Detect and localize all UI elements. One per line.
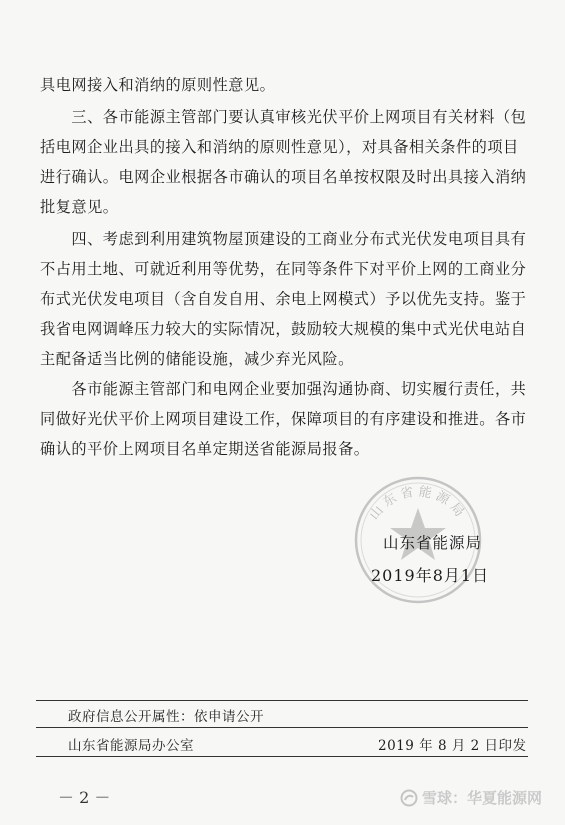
text-line: 进行确认。电网企业根据各市确认的项目名单按权限及时出具接入消纳 — [40, 168, 527, 186]
text-line: 括电网企业出具的接入和消纳的原则性意见），对具备相关条件的项目 — [40, 138, 519, 156]
issuing-office: 山东省能源局办公室 — [68, 738, 194, 754]
text-line: 同做好光伏平价上网项目建设工作，保障项目的有序建设和推进。各市 — [40, 410, 527, 428]
text-line: 三、各市能源主管部门要认真审核光伏平价上网项目有关材料（包 — [40, 108, 527, 126]
text-line: 各市能源主管部门和电网企业要加强沟通协商、切实履行责任，共 — [40, 380, 527, 398]
paragraph-closing — [40, 374, 528, 464]
text-line: 四、考虑到利用建筑物屋顶建设的工商业分布式光伏发电项目具有 — [40, 230, 527, 248]
text-line: 主配备适当比例的储能设施，减少弃光风险。 — [40, 350, 354, 368]
text-line: 布式光伏发电项目（含自发自用、余电上网模式）予以优先支持。鉴于 — [40, 290, 527, 308]
footer-middle-rule — [36, 727, 528, 728]
watermark-text: 雪球：华夏能源网 — [422, 789, 543, 807]
disclosure-attribute: 政府信息公开属性：依申请公开 — [68, 709, 264, 725]
seal-text: 山东省能源局 — [366, 484, 470, 523]
snowball-logo-icon — [400, 789, 418, 807]
text-line: 我省电网调峰压力较大的实际情况，鼓励较大规模的集中式光伏电站自 — [40, 320, 527, 338]
text-line: 不占用土地、可就近利用等优势，在同等条件下对平价上网的工商业分 — [40, 260, 527, 278]
text-line: 确认的平价上网项目名单定期送省能源局报备。 — [40, 440, 370, 458]
paragraph-three — [40, 102, 528, 222]
print-date: 2019 年 8 月 2 日印发 — [378, 738, 527, 754]
text-line: 批复意见。 — [40, 198, 119, 216]
footer-top-rule — [36, 700, 528, 701]
paragraph-four — [40, 224, 528, 374]
signature-organization: 山东省能源局 — [383, 534, 483, 552]
page-number: － 2 － — [58, 788, 111, 807]
source-watermark — [400, 787, 542, 808]
text-line: 具电网接入和消纳的原则性意见。 — [40, 76, 276, 94]
footer-bottom-rule — [36, 756, 528, 757]
paragraph-continuation — [40, 70, 528, 100]
signature-date: 2019年8月1日 — [371, 566, 490, 585]
